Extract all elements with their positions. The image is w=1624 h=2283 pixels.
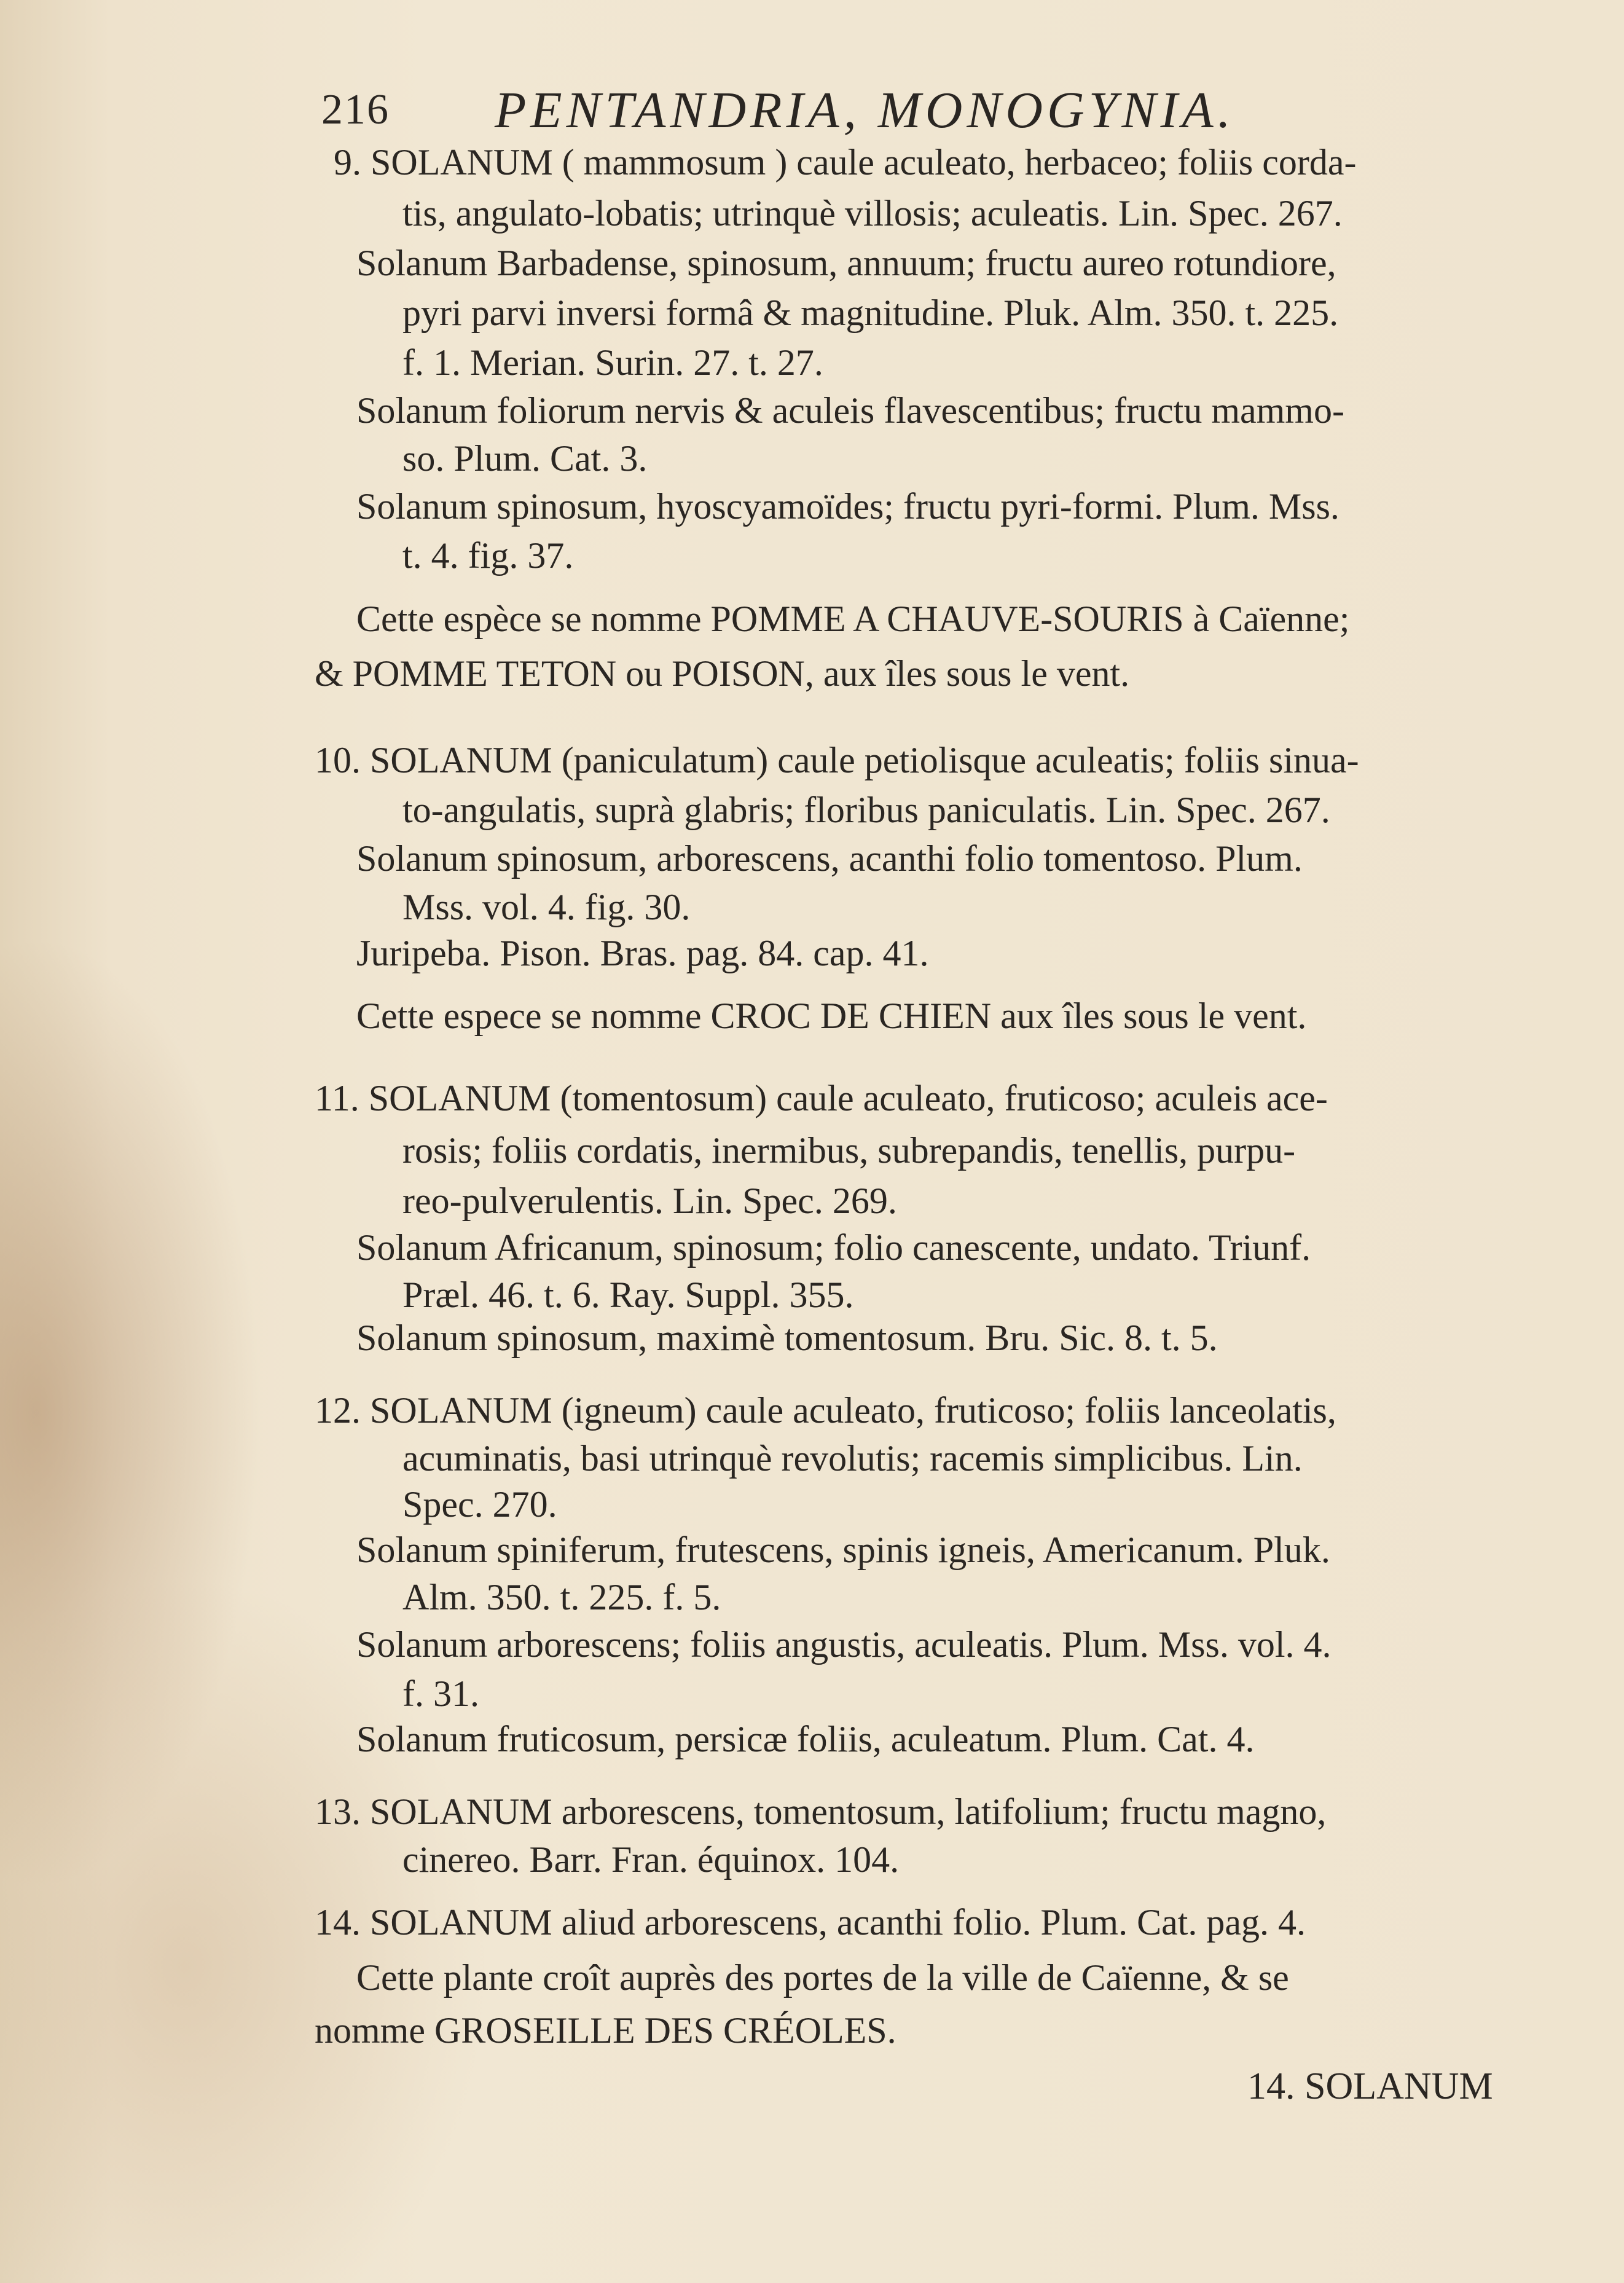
- running-title: PENTANDRIA, MONOGYNIA.: [495, 82, 1235, 139]
- text-line: 13. SOLANUM arborescens, tomentosum, latifolium; fructu magno,: [315, 1791, 1327, 1832]
- text-line: 14. SOLANUM aliud arborescens, acanthi folio. Plum. Cat. pag. 4.: [315, 1902, 1306, 1943]
- text-line: Solanum arborescens; foliis angustis, aculeatis. Plum. Mss. vol. 4.: [356, 1624, 1332, 1665]
- text-line: Solanum fruticosum, persicæ foliis, aculeatum. Plum. Cat. 4.: [356, 1719, 1255, 1759]
- text-line: to-angulatis, suprà glabris; floribus paniculatis. Lin. Spec. 267.: [402, 790, 1330, 830]
- text-line: tis, angulato-lobatis; utrinquè villosis; aculeatis. Lin. Spec. 267.: [402, 193, 1343, 234]
- text-line: 12. SOLANUM (igneum) caule aculeato, fruticoso; foliis lanceolatis,: [315, 1390, 1336, 1431]
- text-line: 10. SOLANUM (paniculatum) caule petiolisque aculeatis; foliis sinua-: [315, 740, 1359, 780]
- text-line: Alm. 350. t. 225. f. 5.: [402, 1577, 721, 1617]
- page-number: 216: [321, 86, 390, 133]
- text-line: & POMME TETON ou POISON, aux îles sous le vent.: [315, 653, 1130, 694]
- catchword: 14. SOLANUM: [1247, 2065, 1493, 2107]
- text-line: f. 1. Merian. Surin. 27. t. 27.: [402, 342, 823, 383]
- text-line: Cette espece se nomme CROC DE CHIEN aux îles sous le vent.: [356, 996, 1307, 1036]
- text-line: Solanum spiniferum, frutescens, spinis igneis, Americanum. Pluk.: [356, 1530, 1330, 1570]
- text-line: f. 31.: [402, 1673, 479, 1714]
- text-line: 11. SOLANUM (tomentosum) caule aculeato, fruticoso; aculeis ace-: [315, 1078, 1328, 1118]
- text-line: Solanum spinosum, hyoscyamoïdes; fructu pyri-formi. Plum. Mss.: [356, 486, 1340, 527]
- text-line: Cette plante croît auprès des portes de la ville de Caïenne, & se: [356, 1957, 1289, 1998]
- text-line: 9. SOLANUM ( mammosum ) caule aculeato, herbaceo; foliis corda-: [334, 142, 1357, 183]
- text-line: so. Plum. Cat. 3.: [402, 438, 648, 479]
- text-line: Juripeba. Pison. Bras. pag. 84. cap. 41.: [356, 933, 929, 973]
- text-line: t. 4. fig. 37.: [402, 535, 574, 576]
- text-line: pyri parvi inversi formâ & magnitudine. Pluk. Alm. 350. t. 225.: [402, 293, 1339, 333]
- text-line: reo-pulverulentis. Lin. Spec. 269.: [402, 1181, 897, 1221]
- text-line: cinereo. Barr. Fran. équinox. 104.: [402, 1839, 900, 1880]
- text-line: Solanum spinosum, maximè tomentosum. Bru. Sic. 8. t. 5.: [356, 1318, 1218, 1358]
- text-line: Mss. vol. 4. fig. 30.: [402, 887, 691, 927]
- text-line: acuminatis, basi utrinquè revolutis; racemis simplicibus. Lin.: [402, 1438, 1303, 1479]
- text-line: Solanum foliorum nervis & aculeis flavescentibus; fructu mammo-: [356, 390, 1344, 431]
- text-line: Spec. 270.: [402, 1484, 557, 1525]
- text-line: Præl. 46. t. 6. Ray. Suppl. 355.: [402, 1275, 854, 1315]
- text-line: Cette espèce se nomme POMME A CHAUVE-SOURIS à Caïenne;: [356, 599, 1350, 639]
- text-line: Solanum spinosum, arborescens, acanthi folio tomentoso. Plum.: [356, 838, 1303, 879]
- text-line: nomme GROSEILLE DES CRÉOLES.: [315, 2010, 896, 2051]
- text-line: Solanum Africanum, spinosum; folio canescente, undato. Triunf.: [356, 1227, 1311, 1268]
- text-line: rosis; foliis cordatis, inermibus, subrepandis, tenellis, purpu-: [402, 1130, 1296, 1171]
- text-line: Solanum Barbadense, spinosum, annuum; fructu aureo rotundiore,: [356, 243, 1336, 283]
